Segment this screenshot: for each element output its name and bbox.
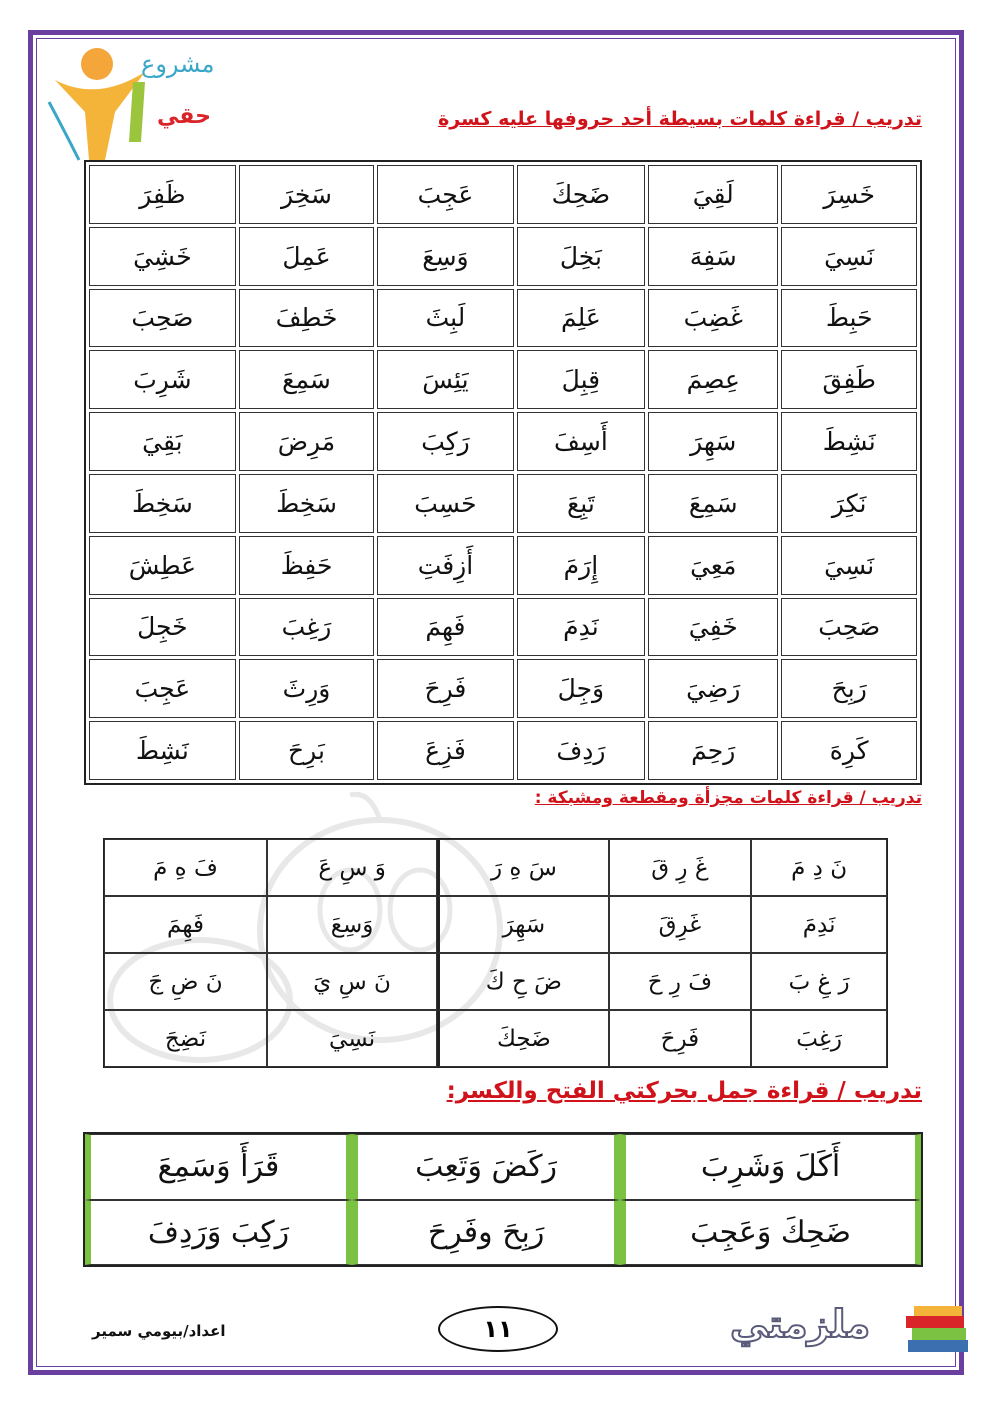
word-cell: لَقِيَ (648, 165, 778, 224)
word-cell: نَشِطَ (781, 412, 917, 471)
section2-title: تدريب / قراءة كلمات مجزأة ومقطعة ومشبكة : (534, 788, 922, 808)
word-cell: سَخِطَ (89, 474, 236, 533)
word-cell: شَرِبَ (89, 350, 236, 409)
word-cell: نَكِرَ (781, 474, 917, 533)
sentence-cell: رَكَضَ وَتَعِبَ (352, 1134, 620, 1200)
word-row (89, 412, 917, 471)
logo-project-text: مشروع (141, 50, 215, 78)
word-cell: فَرِحَ (377, 659, 513, 718)
syllable-cell: فَ رِ حَ (609, 953, 752, 1010)
page-number: ١١ (438, 1306, 558, 1352)
word-cell: عَمِلَ (239, 227, 374, 286)
word-row (89, 598, 917, 657)
word-cell: فَهِمَ (377, 598, 513, 657)
word-row (89, 227, 917, 286)
word-row (89, 536, 917, 595)
word-cell: نَدِمَ (517, 598, 645, 657)
syllable-row (104, 839, 887, 896)
word-cell: وَسِعَ (377, 227, 513, 286)
word-cell: سَخِطَ (239, 474, 374, 533)
word-row (89, 721, 917, 780)
syllable-cell: غَ رِ قَ (609, 839, 752, 896)
syllable-cell: وَ سِ عَ (267, 839, 437, 896)
word-cell: مَعِيَ (648, 536, 778, 595)
word-cell: خَسِرَ (781, 165, 917, 224)
sentence-row (85, 1134, 921, 1200)
syllable-cell: نَدِمَ (751, 896, 887, 953)
word-cell: سَمِعَ (239, 350, 374, 409)
syllable-cell: رَ غِ بَ (751, 953, 887, 1010)
word-cell: نَشِطَ (89, 721, 236, 780)
word-cell: حَسِبَ (377, 474, 513, 533)
syllable-cell: سَ هِ رَ (437, 839, 608, 896)
word-cell: يَئِسَ (377, 350, 513, 409)
sentence-cell: رَكِبَ وَرَدِفَ (85, 1200, 352, 1266)
word-cell: بَقِيَ (89, 412, 236, 471)
project-logo (45, 42, 220, 162)
syllable-row (104, 953, 887, 1010)
syllable-cell: فَ هِ مَ (104, 839, 267, 896)
word-row (89, 659, 917, 718)
author-credit: اعداد/بيومي سمير (92, 1322, 226, 1340)
syllable-cell: غَرِقَ (609, 896, 752, 953)
syllable-row (104, 1010, 887, 1067)
word-cell: نَسِيَ (781, 536, 917, 595)
word-cell: حَبِطَ (781, 289, 917, 348)
words-table (84, 160, 922, 785)
word-cell: لَبِثَ (377, 289, 513, 348)
sentence-cell: أَكَلَ وَشَرِبَ (620, 1134, 921, 1200)
word-cell: كَرِهَ (781, 721, 917, 780)
word-row (89, 289, 917, 348)
word-cell: رَضِيَ (648, 659, 778, 718)
books-icon (900, 1300, 975, 1360)
syllable-cell: نَسِيَ (267, 1010, 437, 1067)
word-cell: فَزِعَ (377, 721, 513, 780)
section3-title: تدريب / قراءة جمل بحركتي الفتح والكسر: (446, 1078, 922, 1104)
syllable-cell: نَ دِ مَ (751, 839, 887, 896)
word-cell: وَجِلَ (517, 659, 645, 718)
syllable-cell: وَسِعَ (267, 896, 437, 953)
syllable-cell: ضَ حِ كَ (437, 953, 608, 1010)
word-cell: سَخِرَ (239, 165, 374, 224)
logo-figure-icon (45, 42, 155, 162)
word-cell: رَغِبَ (239, 598, 374, 657)
brand-watermark: ملزمتي (730, 1302, 871, 1346)
word-cell: أَزِفَتِ (377, 536, 513, 595)
word-cell: عَلِمَ (517, 289, 645, 348)
sentence-cell: رَبِحَ وفَرِحَ (352, 1200, 620, 1266)
word-cell: خَجِلَ (89, 598, 236, 657)
word-cell: طَفِقَ (781, 350, 917, 409)
word-cell: ضَحِكَ (517, 165, 645, 224)
syllable-cell: سَهِرَ (437, 896, 608, 953)
word-cell: رَكِبَ (377, 412, 513, 471)
word-row (89, 350, 917, 409)
word-cell: عَجِبَ (377, 165, 513, 224)
syllable-cell: رَغِبَ (751, 1010, 887, 1067)
word-cell: خَفِيَ (648, 598, 778, 657)
sentences-table (83, 1132, 923, 1267)
word-cell: عَطِشَ (89, 536, 236, 595)
syllable-cell: فَهِمَ (104, 896, 267, 953)
word-cell: صَحِبَ (781, 598, 917, 657)
word-cell: رَدِفَ (517, 721, 645, 780)
word-cell: رَبِحَ (781, 659, 917, 718)
syllable-row (104, 896, 887, 953)
word-cell: خَطِفَ (239, 289, 374, 348)
word-cell: قِبِلَ (517, 350, 645, 409)
word-cell: رَحِمَ (648, 721, 778, 780)
syllable-cell: نَ سِ يَ (267, 953, 437, 1010)
section1-title: تدريب / قراءة كلمات بسيطة أحد حروفها عليه كسرة (438, 108, 922, 130)
syllable-cell: ضَحِكَ (437, 1010, 608, 1067)
word-cell: تَبِعَ (517, 474, 645, 533)
word-cell: وَرِثَ (239, 659, 374, 718)
word-cell: عِصِمَ (648, 350, 778, 409)
word-cell: حَفِظَ (239, 536, 374, 595)
word-cell: نَسِيَ (781, 227, 917, 286)
sentence-cell: قَرَأَ وَسَمِعَ (85, 1134, 352, 1200)
word-cell: أَسِفَ (517, 412, 645, 471)
word-row (89, 474, 917, 533)
word-cell: عَجِبَ (89, 659, 236, 718)
word-cell: ظَفِرَ (89, 165, 236, 224)
word-cell: مَرِضَ (239, 412, 374, 471)
syllable-cell: نَضِجَ (104, 1010, 267, 1067)
word-cell: بَخِلَ (517, 227, 645, 286)
word-cell: صَحِبَ (89, 289, 236, 348)
logo-name-text: حقي (157, 104, 211, 129)
syllables-table (103, 838, 888, 1068)
word-cell: خَشِيَ (89, 227, 236, 286)
sentence-cell: ضَحِكَ وَعَجِبَ (620, 1200, 921, 1266)
word-cell: غَضِبَ (648, 289, 778, 348)
word-cell: سَفِهَ (648, 227, 778, 286)
word-cell: إِرَمَ (517, 536, 645, 595)
word-cell: بَرِحَ (239, 721, 374, 780)
word-cell: سَمِعَ (648, 474, 778, 533)
syllable-cell: فَرِحَ (609, 1010, 752, 1067)
syllable-cell: نَ ضِ جَ (104, 953, 267, 1010)
word-row (89, 165, 917, 224)
word-cell: سَهِرَ (648, 412, 778, 471)
sentence-row (85, 1200, 921, 1266)
